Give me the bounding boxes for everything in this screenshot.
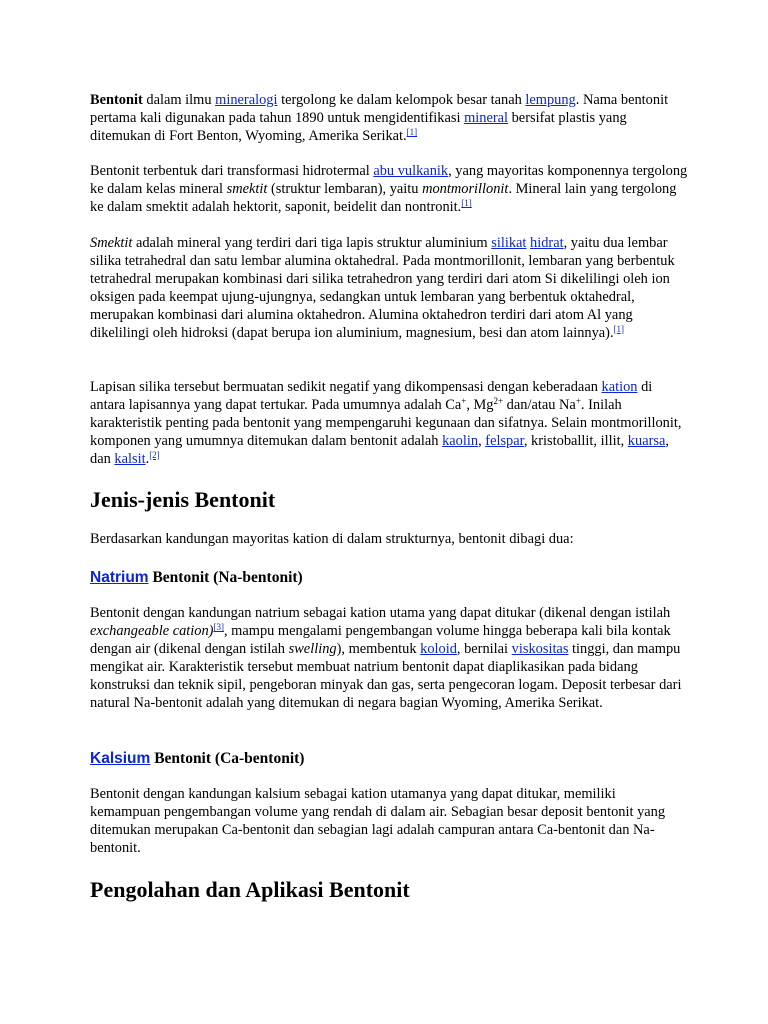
citation-link[interactable]: [1]	[406, 126, 418, 137]
heading-natrium-bentonit: Natrium Bentonit (Na-bentonit)	[90, 569, 303, 586]
heading-kalsium-bentonit: Kalsium Bentonit (Ca-bentonit)	[90, 750, 305, 767]
link-felspar[interactable]: felspar	[485, 432, 524, 449]
link-kation[interactable]: kation	[601, 379, 638, 395]
link-kuarsa[interactable]: kuarsa	[627, 432, 666, 449]
paragraph-natrium-bentonit: Bentonit dengan kandungan natrium sebagai kation utama yang dapat ditukar (dikenal dengan istilah exchangeable cation)[3], mampu mengalami pengembangan volume hingga beberapa kali bila kontak dengan air (dikenal dengan istilah swelling), membentuk koloid, bernilai viskositas tinggi, dan mampu mengikat air. Karakteristik tersebut membuat natrium bentonit dapat diaplikasikan pada bidang konstruksi dan teknik sipil, pengeboran minyak dan gas, serta pengecoran logam. Deposit terbesar dari natural Na-bentonit adalah yang ditemukan di negara bagian Wyoming, Amerika Serikat.	[90, 605, 682, 711]
heading-pengolahan-aplikasi: Pengolahan dan Aplikasi Bentonit	[90, 877, 410, 902]
link-viskositas[interactable]: viskositas	[511, 640, 569, 657]
link-mineralogi[interactable]: mineralogi	[215, 92, 278, 108]
link-mineral[interactable]: mineral	[464, 109, 509, 126]
term-bentonit: Bentonit	[90, 92, 143, 108]
heading-jenis-bentonit: Jenis-jenis Bentonit	[90, 487, 276, 512]
paragraph-intro: Bentonit dalam ilmu mineralogi tergolong ke dalam kelompok besar tanah lempung. Nama bentonit pertama kali digunakan pada tahun 1890 untuk mengidentifikasi mineral bersifat plastis yang ditemukan di Fort Benton, Wyoming, Amerika Serikat.[1]	[90, 92, 669, 144]
link-silikat[interactable]: silikat	[491, 235, 527, 251]
citation-link[interactable]: [1]	[613, 323, 625, 334]
link-hidrat[interactable]: hidrat	[530, 235, 564, 251]
paragraph-smektit: Smektit adalah mineral yang terdiri dari tiga lapis struktur aluminium silikat hidrat, yaitu dua lembar silika tetrahedral dan satu lembar alumina oktahedral. Pada montmorillonit, lembaran yang berbentuk tetrahedral merupakan kombinasi dari silika tetrahedron yang terdiri dari atom Si dikelilingi oleh ion oksigen pada keempat ujung-ujungnya, sedangkan untuk lembaran yang berbentuk oktahedral, merupakan kombinasi dari alumina oktahedron. Alumina oktahedron terdiri dari atom Al yang dikelilingi oleh hidroksi (dapat berupa ion aluminium, magnesium, besi dan atom lainnya).[1]	[90, 235, 675, 341]
citation-link[interactable]: [3]	[213, 621, 224, 632]
paragraph-jenis-intro: Berdasarkan kandungan mayoritas kation di dalam strukturnya, bentonit dibagi dua:	[90, 531, 574, 547]
link-koloid[interactable]: koloid	[420, 640, 457, 657]
link-natrium[interactable]: Natrium	[90, 569, 149, 586]
paragraph-formation: Bentonit terbentuk dari transformasi hidrotermal abu vulkanik, yang mayoritas komponennya tergolong ke dalam kelas mineral smektit (struktur lembaran), yaitu montmorillonit. Mineral lain yang tergolong ke dalam smektit adalah hektorit, saponit, beidelit dan nontronit.[1]	[90, 163, 688, 215]
citation-link[interactable]: [1]	[461, 197, 472, 208]
paragraph-kalsium-bentonit: Bentonit dengan kandungan kalsium sebagai kation utamanya yang dapat ditukar, memiliki kemampuan pengembangan volume yang rendah di dalam air. Sebagian besar deposit bentonit yang ditemukan merupakan Ca-bentonit dan sebagian lagi adalah campuran antara Ca-bentonit dan Na-bentonit.	[90, 786, 666, 856]
link-kalsium[interactable]: Kalsium	[90, 750, 151, 767]
citation-link[interactable]: [2]	[149, 449, 160, 460]
paragraph-lapisan-silika: Lapisan silika tersebut bermuatan sedikit negatif yang dikompensasi dengan keberadaan kation di antara lapisannya yang dapat tertukar. Pada umumnya adalah Ca+, $Mg^{2+}$ dan/atau Na+. Inilah karakteristik penting pada bentonit yang mempengaruhi kegunaan dan sifatnya. Selain montmorillonit, komponen yang umumnya ditemukan dalam bentonit adalah kaolin, felspar, kristoballit, illit, kuarsa, dan kalsit.[2]	[90, 379, 682, 467]
link-lempung[interactable]: lempung	[525, 92, 576, 108]
link-kaolin[interactable]: kaolin	[442, 432, 479, 449]
link-abu-vulkanik[interactable]: abu vulkanik	[373, 163, 449, 179]
link-kalsit[interactable]: kalsit	[114, 450, 146, 467]
